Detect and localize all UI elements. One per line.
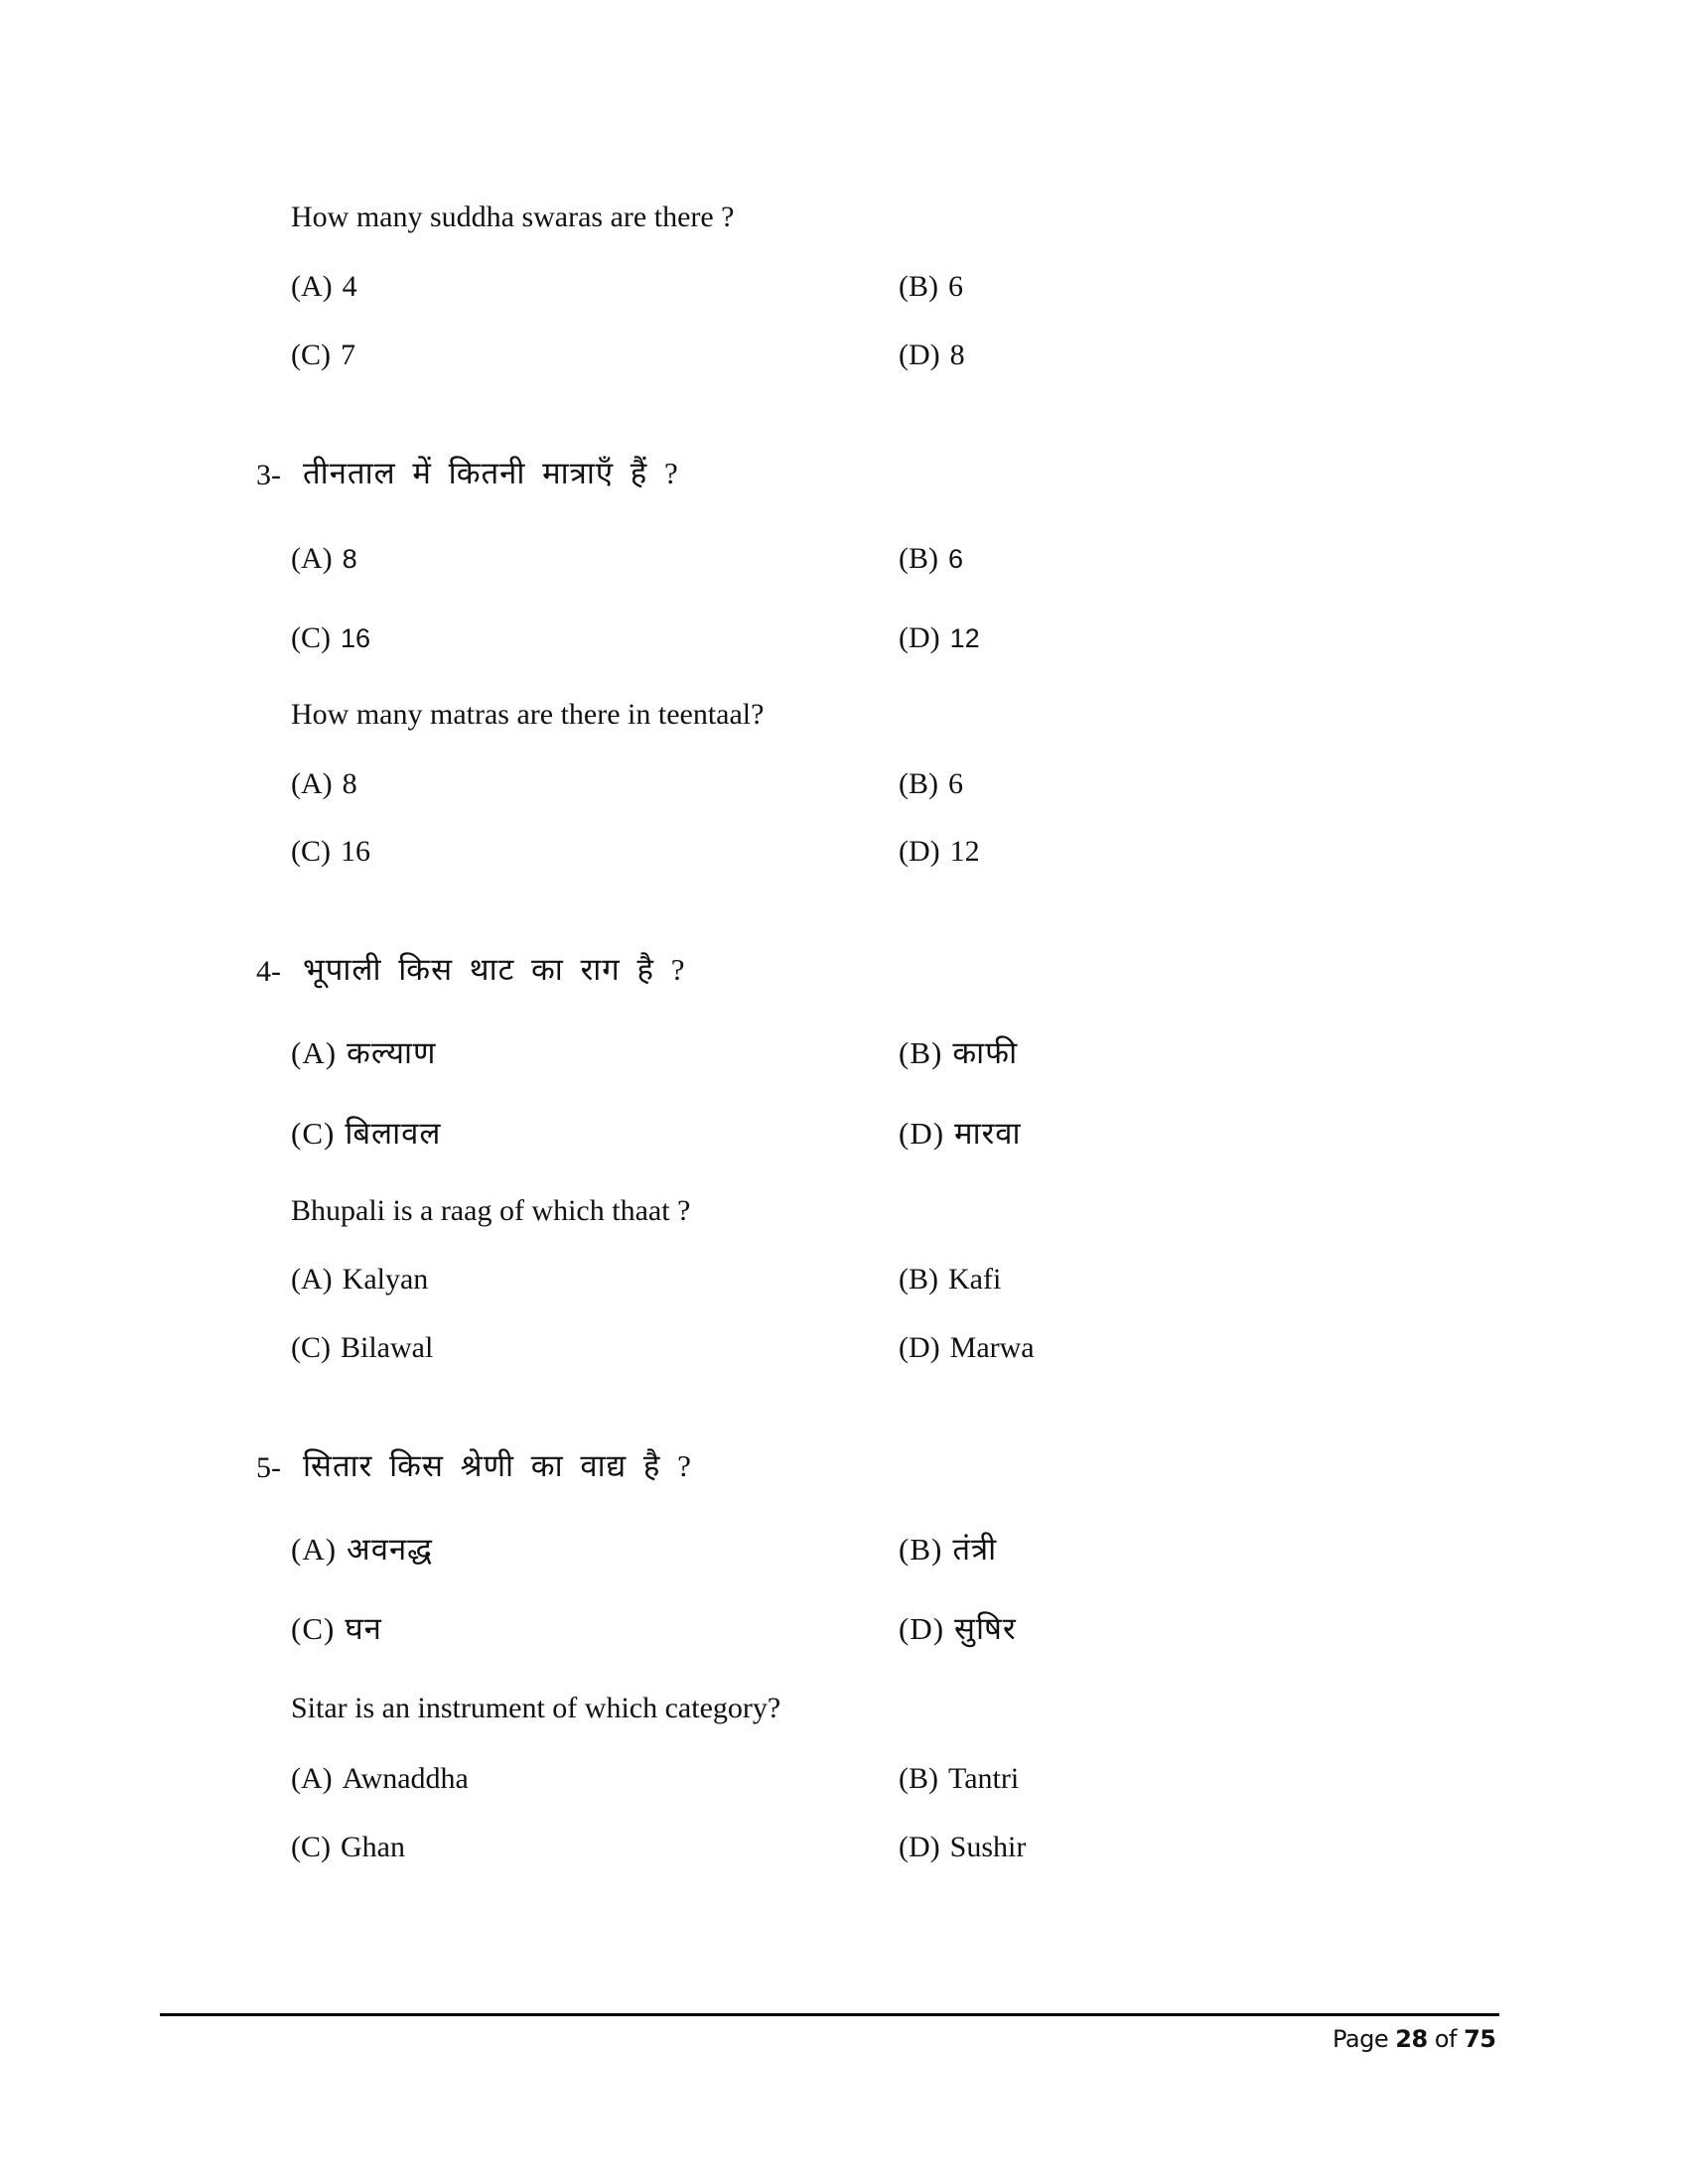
question-number: 4- [256,955,281,988]
option-value: Tantri [948,1762,1020,1795]
option-label: (D) [899,1331,940,1364]
option-a [291,544,357,574]
option-value: 4 [342,270,357,303]
option-value: सुषिर [954,1611,1017,1646]
option-value: 16 [341,835,370,868]
footer-divider [160,2013,1499,2016]
question-number: 3- [256,459,281,491]
option-value: बिलावल [345,1116,442,1151]
option-b [899,1532,998,1567]
option-d [899,1611,1017,1646]
current-page: 28 [1395,2025,1428,2053]
option-value: 7 [341,339,355,371]
option-label: (A) [291,767,333,800]
option-label: (B) [899,542,938,575]
option-a [291,1532,433,1567]
option-label: (D) [899,1116,945,1151]
question-text: Sitar is an instrument of which category? [291,1692,781,1724]
option-label: (D) [899,339,940,371]
option-value: मारवा [954,1116,1022,1151]
option-d [899,837,980,867]
option-value: अवनद्ध [347,1532,433,1567]
option-label: (A) [291,1035,338,1070]
option-value: तंत्री [952,1532,998,1567]
option-b [899,1764,1019,1794]
option-c [291,837,370,867]
option-label: (D) [899,1831,940,1863]
option-b [899,1035,1019,1070]
option-c [291,341,355,370]
option-c [291,623,370,653]
option-label: (C) [291,621,331,654]
option-value: 8 [342,767,357,800]
of-label: of [1434,2025,1457,2053]
option-value: 8 [342,544,357,574]
total-pages: 75 [1464,2025,1496,2053]
option-a [291,1265,428,1295]
option-d [899,1333,1035,1363]
option-value: 6 [948,270,963,303]
option-value: 6 [948,544,964,574]
option-d [899,623,980,653]
page-prefix: Page [1333,2025,1389,2053]
option-d [899,1116,1022,1151]
option-label: (A) [291,1762,333,1795]
option-label: (D) [899,835,940,868]
option-value: Kalyan [342,1263,429,1296]
option-label: (B) [899,1263,938,1296]
option-c [291,1116,442,1151]
option-label: (A) [291,542,333,575]
option-c [291,1333,433,1363]
option-value: काफी [952,1035,1019,1070]
option-value: 12 [949,623,980,653]
question-text: तीनताल में कितनी मात्राएँ हैं ? [303,456,679,490]
option-a [291,1035,437,1070]
option-d [899,1833,1026,1862]
option-label: (C) [291,1116,336,1151]
option-label: (C) [291,1611,336,1646]
option-a [291,769,357,799]
option-value: 12 [949,835,980,868]
option-label: (B) [899,270,938,303]
option-label: (B) [899,1762,938,1795]
option-label: (A) [291,1263,333,1296]
option-label: (C) [291,835,331,868]
option-label: (C) [291,1331,331,1364]
option-b [899,544,963,574]
option-label: (A) [291,270,333,303]
question-text: सितार किस श्रेणी का वाद्य है ? [303,1448,692,1483]
option-c [291,1611,382,1646]
option-b [899,1265,1001,1295]
option-b [899,769,963,799]
option-b [899,272,963,302]
option-label: (A) [291,1532,338,1567]
question-text: भूपाली किस थाट का राग है ? [303,952,686,987]
option-label: (C) [291,339,331,371]
option-label: (B) [899,1035,943,1070]
question-number: 5- [256,1451,281,1484]
option-a [291,1764,469,1794]
option-value: 6 [948,767,963,800]
question-text: How many suddha swaras are there ? [291,201,735,233]
option-c [291,1833,405,1862]
option-value: कल्याण [347,1035,437,1070]
option-value: Marwa [949,1331,1035,1364]
option-label: (D) [899,1611,945,1646]
option-value: Awnaddha [342,1762,469,1795]
option-value: 16 [341,623,371,653]
option-value: Sushir [949,1831,1027,1863]
option-value: Kafi [948,1263,1002,1296]
option-label: (C) [291,1831,331,1863]
option-label: (D) [899,621,940,654]
option-d [899,341,965,370]
question-text: Bhupali is a raag of which thaat ? [291,1194,691,1227]
option-label: (B) [899,1532,943,1567]
option-value: Bilawal [341,1331,434,1364]
option-label: (B) [899,767,938,800]
page-number [1333,2025,1495,2053]
option-a [291,272,357,302]
option-value: 8 [949,339,965,371]
question-text: How many matras are there in teentaal? [291,698,765,731]
option-value: Ghan [341,1831,405,1863]
option-value: घन [345,1611,382,1646]
